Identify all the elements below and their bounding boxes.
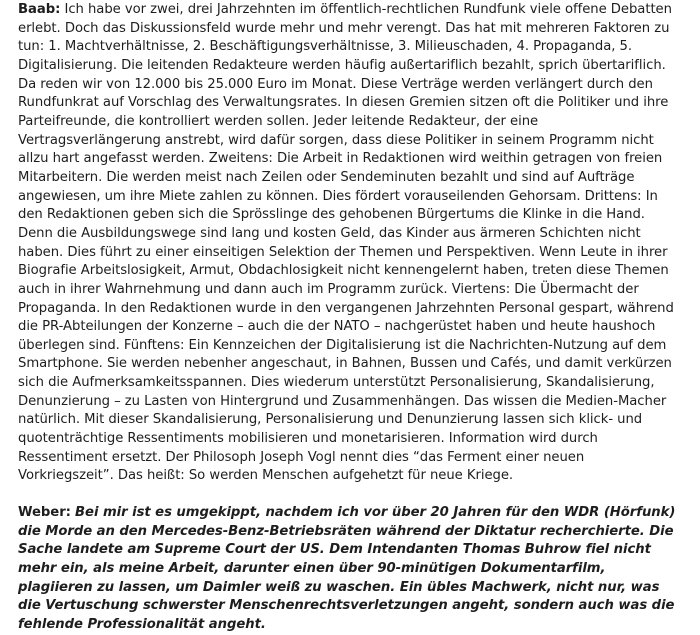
answer-text: Bei mir ist es umgekippt, nachdem ich vor über 20 Jahren für den WDR (Hörfunk) die Morde an den Mercedes-Benz-Betriebsräten während der Diktatur recherchierte. Die Sache landete am Supreme Court der US. Dem Intendanten Thomas Buhrow fiel nicht mehr ein, als meine Arbeit, darunter einen über 90-minütigen Dokumentarfilm, plagiieren zu lassen, um Daimler weiß zu waschen. Ein übles Machwerk, nicht nur, was die Vertuschung schwerster Menschenrechtsverletzungen angeht, sondern auch was die fehlende Professionalität angeht. — [18, 505, 676, 632]
answer-text: Ich habe vor zwei, drei Jahrzehnten im öffentlich-rechtlichen Rundfunk viele offene Debatten erlebt. Doch das Diskussionsfeld wurde mehr und mehr verengt. Das hat mit mehreren Faktoren zu tun: 1. Machtverhältnisse, 2. Beschäftigungsverhältnisse, 3. Milieuschaden, 4. Propaganda, 5. Digitalisierung. Die leitenden Redakteure werden häufig außertariflich bezahlt, sprich übertariflich. Da reden wir von 12.000 bis 25.000 Euro im Monat. Diese Verträge werden verlängert durch den Rundfunkrat auf Vorschlag des Verwaltungsrates. In diesen Gremien sitzen oft die Politiker und ihre Parteifreunde, die kontrolliert werden sollen. Jeder leitende Redakteur, der eine Vertragsverlängerung anstrebt, wird dafür sorgen, dass diese Politiker in seinem Programm nicht allzu hart angefasst werden. Zweitens: Die Arbeit in Redaktionen wird weithin getragen von freien Mitarbeitern. Die werden meist nach Zeilen oder Sendeminuten bezahlt und sind auf Aufträge angewiesen, um ihre Miete zahlen zu können. Dies fördert vorauseilenden Gehorsam. Drittens: In den Redaktionen geben sich die Sprösslinge des gehobenen Bürgertums die Klinke in die Hand. Denn die Ausbildungswege sind lang und kosten Geld, das Kinder aus ärmeren Schichten nicht haben. Dies führt zu einer einseitigen Selektion der Themen und Perspektiven. Wenn Leute in ihrer Biografie Arbeitslosigkeit, Armut, Obdachlosigkeit nicht kennengelernt haben, treten diese Themen auch in ihrer Wahrnehmung und dann auch im Programm zurück. Viertens: Die Übermacht der Propaganda. In den Redaktionen wurde in den vergangenen Jahrzehnten Personal gespart, während die PR-Abteilungen der Konzerne – auch die der NATO – nachgerüstet haben und heute haushoch überlegen sind. Fünftens: Ein Kennzeichen der Digitalisierung ist die Nachrichten-Nutzung auf dem Smartphone. Sie werden nebenher angeschaut, in Bahnen, Bussen und Cafés, und damit verkürzen sich die Aufmerksamkeitsspannen. Dies wiederum unterstützt Personalisierung, Skandalisierung, Denunzierung – zu Lasten von Hintergrund und Zusammenhängen. Das wissen die Medien-Macher natürlich. Mit dieser Skandalisierung, Personalisierung und Denunzierung lassen sich klick- und quotenträchtige Ressentiments mobilisieren und monetarisieren. Information wird durch Ressentiment ersetzt. Der Philosoph Joseph Vogl nennt dies “das Ferment einer neuen Vorkriegszeit”. Das heißt: So werden Menschen aufgehetzt für neue Kriege. — [18, 2, 674, 484]
answer-paragraph-baab — [18, 1, 682, 486]
speaker-name: Weber: — [18, 505, 71, 521]
answer-paragraph-weber — [18, 504, 682, 635]
interview-article — [18, 1, 682, 635]
speaker-name: Baab: — [18, 2, 61, 17]
